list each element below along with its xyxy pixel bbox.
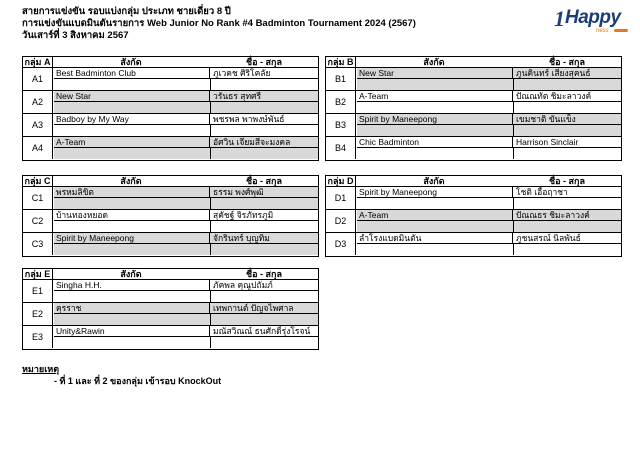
club-name: New Star (54, 91, 210, 101)
player-name: ภูชนสรณ์ นิลพันธ์ (516, 233, 581, 243)
club-column-header: สังกัด (120, 57, 142, 67)
table-row (23, 326, 318, 349)
table-row (23, 187, 318, 210)
player-name: วรันธร สุทศรี (213, 91, 262, 101)
group-label: กลุ่ม A (23, 57, 53, 67)
table-row (326, 210, 621, 233)
seed-label: D1 (326, 187, 356, 209)
club-name: Best Badminton Club (54, 68, 210, 78)
club-name: Singha H.H. (54, 280, 210, 290)
page-title: สายการแข่งขัน รอบแบ่งกลุ่ม ประเภท ชายเดี่ยว 8 ปี (22, 6, 231, 17)
seed-label: B3 (326, 114, 356, 136)
group-header (23, 269, 318, 280)
seed-label: C3 (23, 233, 53, 255)
group-label: กลุ่ม D (326, 176, 356, 186)
player-name: ภูนคินทร์ เสียงสุคนธ์ (516, 68, 591, 78)
group-e-table (22, 268, 319, 350)
table-row (326, 137, 621, 160)
player-name: อัศวิน เจียมสีจะมงคล (213, 137, 291, 147)
club-column-header: สังกัด (120, 176, 142, 186)
seed-label: B2 (326, 91, 356, 113)
table-row (23, 303, 318, 326)
group-header (326, 57, 621, 68)
player-column-header: ชื่อ - สกุล (246, 176, 282, 186)
club-name: Spirit by Maneepong (357, 187, 513, 197)
logo-subtext: ness (596, 28, 609, 34)
group-label: กลุ่ม B (326, 57, 356, 67)
club-name: ลำโรงแบดมินตัน (357, 233, 513, 243)
club-name: A-Team (357, 210, 513, 220)
table-row (326, 91, 621, 114)
logo-swoosh (614, 29, 628, 32)
club-name: Chic Badminton (357, 137, 513, 147)
group-header (23, 176, 318, 187)
table-row (23, 137, 318, 160)
table-row (326, 187, 621, 210)
club-column-header: สังกัด (423, 176, 445, 186)
player-name: ภูเวคช ศิริโคลัย (213, 68, 271, 78)
club-name: พรหมลิขิต (54, 187, 210, 197)
table-row (326, 68, 621, 91)
table-row (326, 114, 621, 137)
note-title: หมายเหตุ (22, 364, 60, 374)
seed-label: B4 (326, 137, 356, 159)
logo-number: 1 (554, 6, 565, 31)
group-header (23, 57, 318, 68)
club-name: Badboy by My Way (54, 114, 210, 124)
player-name: โชติ เอื้อฤาชา (516, 187, 568, 197)
club-name: คุรราช (54, 303, 210, 313)
seed-label: A3 (23, 114, 53, 136)
club-name: New Star (357, 68, 513, 78)
player-name: สุคัชฐ์ จิรภัทรภูมิ (213, 210, 274, 220)
player-name: Harrison Sinclair (516, 137, 579, 147)
player-name: เขมชาติ ขันแข็ง (516, 114, 576, 124)
seed-label: D2 (326, 210, 356, 232)
happiness-logo (554, 4, 634, 38)
player-name: ปัณณธร ชิมะลาวงค์ (516, 210, 590, 220)
club-name: Unity&Rawin (54, 326, 210, 336)
seed-label: C2 (23, 210, 53, 232)
club-column-header: สังกัด (120, 269, 142, 279)
seed-label: A2 (23, 91, 53, 113)
group-header (326, 176, 621, 187)
tournament-name: การแข่งขันแบดมินตันรายการ Web Junior No Rank #4 Badminton Tournament 2024 (2567) (22, 18, 416, 29)
player-name: ภัคพล คุณูปถัมภ์ (213, 280, 273, 290)
table-row (326, 233, 621, 256)
table-row (23, 210, 318, 233)
player-column-header: ชื่อ - สกุล (549, 176, 585, 186)
table-row (23, 114, 318, 137)
player-column-header: ชื่อ - สกุล (246, 269, 282, 279)
club-name: Spirit by Maneepong (357, 114, 513, 124)
group-c-table (22, 175, 319, 257)
player-name: จักรินทร์ บุญทิม (213, 233, 270, 243)
player-name: ธรรม พงศ์พุฒิ (213, 187, 264, 197)
seed-label: A1 (23, 68, 53, 90)
player-name: เทพกานต์ ปัญจไพศาล (213, 303, 294, 313)
logo-word: Happy (565, 7, 621, 28)
event-date: วันเสาร์ที่ 3 สิงหาคม 2567 (22, 30, 129, 41)
club-name: Spirit by Maneepong (54, 233, 210, 243)
seed-label: D3 (326, 233, 356, 255)
club-name: บ้านทองหยอด (54, 210, 210, 220)
seed-label: E2 (23, 303, 53, 325)
group-b-table (325, 56, 622, 161)
table-row (23, 68, 318, 91)
club-name: A-Team (54, 137, 210, 147)
group-a-table (22, 56, 319, 161)
seed-label: E3 (23, 326, 53, 348)
player-name: มณัสวิณณ์ ธนศักดิ์รุ่งโรจน์ (213, 326, 311, 336)
seed-label: A4 (23, 137, 53, 159)
table-row (23, 233, 318, 256)
player-name: ปัณณทัต ชิมะลาวงค์ (516, 91, 592, 101)
table-row (23, 91, 318, 114)
table-row (23, 280, 318, 303)
seed-label: B1 (326, 68, 356, 90)
seed-label: C1 (23, 187, 53, 209)
club-name: A-Team (357, 91, 513, 101)
note-text: - ที่ 1 และ ที่ 2 ของกลุ่ม เข้ารอบ KnockOut (54, 376, 222, 386)
group-label: กลุ่ม E (23, 269, 53, 279)
club-column-header: สังกัด (423, 57, 445, 67)
player-name: พชรพล พาพงษ์พันธ์ (213, 114, 285, 124)
player-column-header: ชื่อ - สกุล (549, 57, 585, 67)
group-label: กลุ่ม C (23, 176, 53, 186)
seed-label: E1 (23, 280, 53, 302)
group-d-table (325, 175, 622, 257)
player-column-header: ชื่อ - สกุล (246, 57, 282, 67)
